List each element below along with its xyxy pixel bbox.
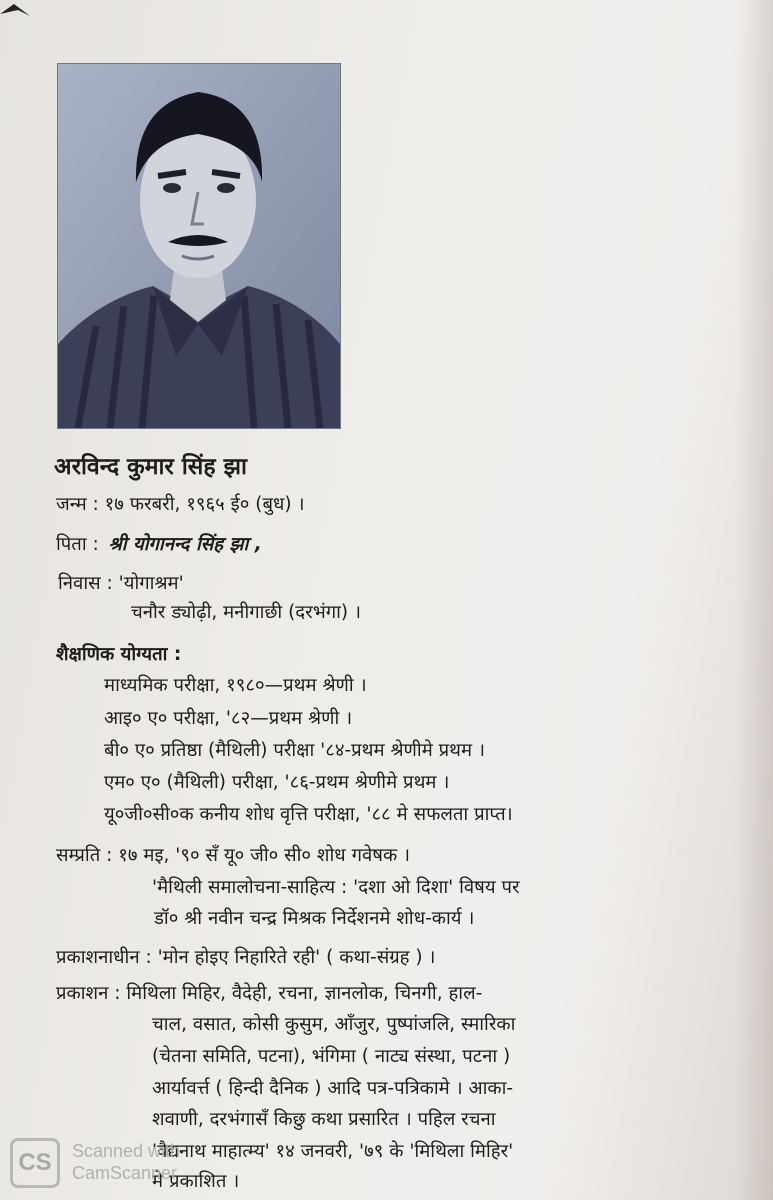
education-item: एम० ए० (मैथिली) परीक्षा, '८६-प्रथम श्रेणीमे प्रथम । <box>104 772 450 793</box>
residence-line-1: निवास : 'योगाश्रम' <box>58 573 184 594</box>
education-item: बी० ए० प्रतिष्ठा (मैथिली) परीक्षा '८४-प्रथम श्रेणीमे प्रथम । <box>104 740 485 761</box>
current-position-line-1: सम्प्रति : १७ मइ, '९० सँ यू० जी० सी० शोध गवेषक । <box>56 845 411 866</box>
father-name: श्री योगानन्द सिंह झा , <box>108 534 262 555</box>
corner-ink-mark <box>0 0 40 22</box>
camscanner-watermark <box>10 1138 310 1192</box>
residence-line-2: चनौर ड्योढ़ी, मनीगाछी (दरभंगा) । <box>131 602 362 623</box>
education-item: यू०जी०सी०क कनीय शोध वृत्ति परीक्षा, '८८ मे सफलता प्राप्त। <box>104 804 513 825</box>
page-edge-shadow <box>735 0 773 1200</box>
watermark-text <box>72 1140 180 1184</box>
forthcoming-publication: प्रकाशनाधीन : 'मोन होइए निहारिते रही' ( कथा-संग्रह ) । <box>56 947 436 968</box>
publication-line: प्रकाशन : मिथिला मिहिर, वैदेही, रचना, ज्ञानलोक, चिनगी, हाल- <box>56 983 483 1004</box>
publication-line: चाल, वसात, कोसी कुसुम, आँजुर, पुष्पांजलि, स्मारिका <box>152 1014 516 1035</box>
publication-line: (चेतना समिति, पटना), भंगिमा ( नाट्य संस्था, पटना ) <box>152 1046 511 1067</box>
person-name: अरविन्द कुमार सिंह झा <box>54 453 247 480</box>
father-label: पिता : <box>56 534 99 555</box>
portrait-photo <box>58 64 340 428</box>
education-heading: शैक्षणिक योग्यता : <box>56 644 182 665</box>
education-item: आइ० ए० परीक्षा, '८२—प्रथम श्रेणी । <box>104 708 353 729</box>
publication-line: आर्यावर्त्त ( हिन्दी दैनिक ) आदि पत्र-पत्रिकामे । आका- <box>152 1078 514 1099</box>
camscanner-logo-icon: CS <box>10 1138 60 1188</box>
publication-line: शवाणी, दरभंगासँ किछु कथा प्रसारित । पहिल रचना <box>152 1109 496 1130</box>
current-position-line-2: 'मैथिली समालोचना-साहित्य : 'दशा ओ दिशा' विषय पर <box>152 877 520 898</box>
father-row <box>56 531 262 556</box>
education-item: माध्यमिक परीक्षा, १९८०—प्रथम श्रेणी । <box>104 675 367 696</box>
birth-details: जन्म : १७ फरबरी, १९६५ ई० (बुध) । <box>56 494 305 515</box>
current-position-line-3: डॉ० श्री नवीन चन्द्र मिश्रक निर्देशनमे शोध-कार्य । <box>154 908 475 929</box>
publication-line: 'वैद्यनाथ माहात्म्य' १४ जनवरी, '७९ के 'मिथिला मिहिर' <box>152 1141 514 1162</box>
watermark-line-1: Scanned with <box>72 1141 181 1161</box>
publication-line: मे प्रकाशित । <box>152 1171 240 1192</box>
watermark-line-2: CamScanner <box>72 1163 178 1183</box>
